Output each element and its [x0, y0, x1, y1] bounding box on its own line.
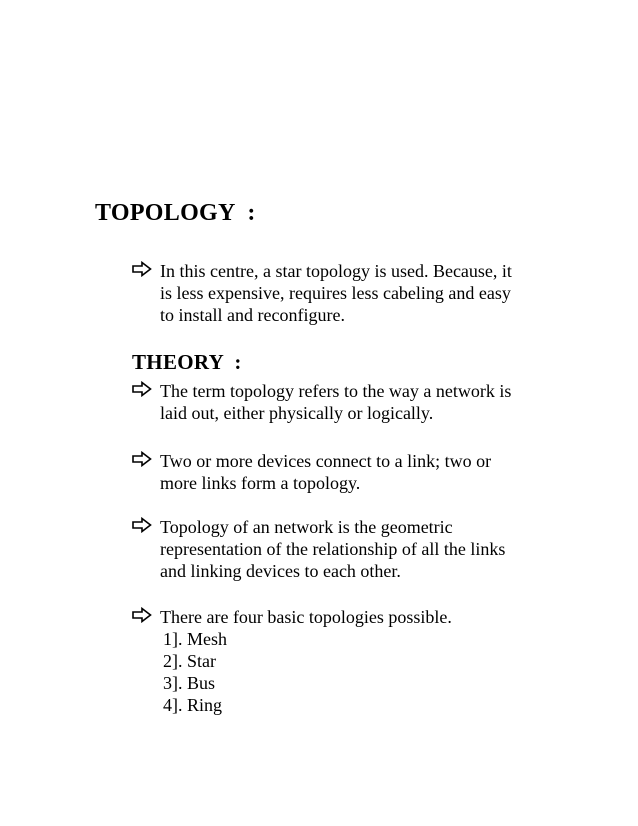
right-arrow-icon — [132, 607, 152, 623]
list-item: 3]. Bus — [163, 673, 216, 693]
right-arrow-icon — [132, 261, 152, 277]
theory-bullet-text: There are four basic topologies possible. — [160, 607, 452, 627]
theory-bullet — [132, 450, 552, 494]
theory-heading: THEORY : — [132, 350, 242, 374]
theory-bullet — [132, 516, 552, 582]
theory-bullet-text: The term topology refers to the way a network is laid out, either physically or logically. — [160, 381, 512, 423]
right-arrow-icon — [132, 517, 152, 533]
list-item: 1]. Mesh — [163, 629, 227, 649]
list-item: 2]. Star — [163, 651, 216, 671]
theory-bullet-text: Topology of an network is the geometric representation of the relationship of all the links and linking devices to each other. — [160, 517, 506, 581]
list-item: 4]. Ring — [163, 695, 223, 715]
right-arrow-icon — [132, 381, 152, 397]
theory-bullet — [132, 380, 552, 424]
theory-bullet-text: Two or more devices connect to a link; two or more links form a topology. — [160, 451, 492, 493]
right-arrow-icon — [132, 451, 152, 467]
theory-bullet — [132, 606, 552, 716]
intro-bullet — [132, 260, 552, 326]
section-title: TOPOLOGY : — [95, 200, 256, 226]
topology-list — [163, 628, 552, 716]
intro-bullet-text: In this centre, a star topology is used. Because, it is less expensive, requires less cabeling and easy to install and reconfigure. — [160, 261, 512, 325]
